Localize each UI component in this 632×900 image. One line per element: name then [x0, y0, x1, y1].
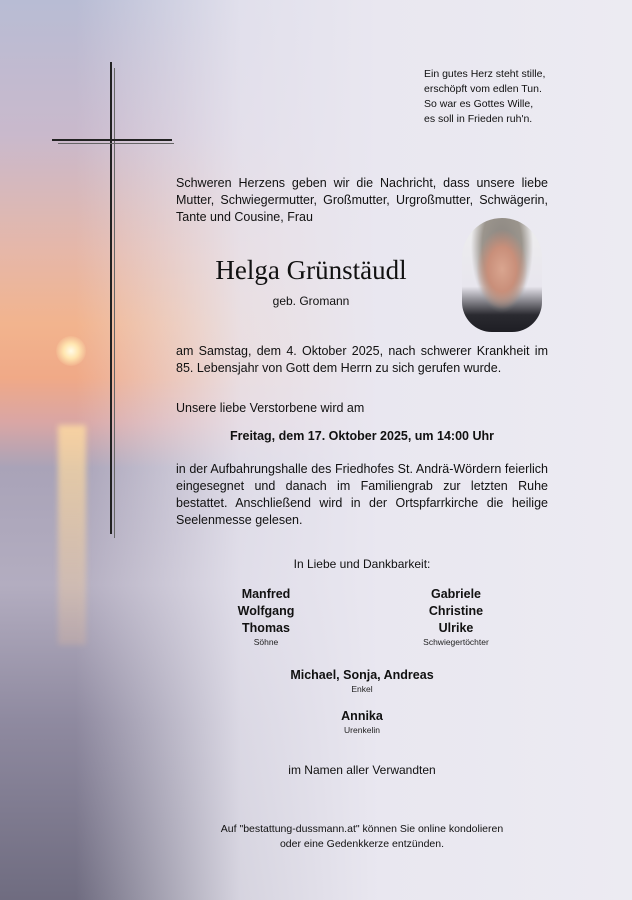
funeral-date: Freitag, dem 17. Oktober 2025, um 14:00 Uhr [230, 429, 494, 443]
great-grandchildren [262, 708, 462, 735]
daughters-in-law [396, 586, 516, 647]
relation-label: Enkel [351, 684, 373, 694]
verse-line: es soll in Frieden ruh'n. [424, 113, 533, 125]
family-name: Thomas [242, 621, 290, 635]
grandchildren [262, 667, 462, 694]
intro-text: Schweren Herzens geben wir die Nachricht, dass unsere liebe Mutter, Schwiegermutter, Großmutter, Urgroßmutter, Schwägerin, Tante und Cousine, Frau [176, 176, 548, 224]
relation-label: Söhne [253, 637, 279, 647]
family-name: Michael, Sonja, Andreas [290, 668, 434, 682]
funeral-text: in der Aufbahrungshalle des Friedhofes St. Andrä-Wördern feierlich eingesegnet und danach im Familiengrab zur letzten Ruhe bestattet. Anschließend wird in der Ortspfarrkirche die heilige Seelenmesse gelesen. [176, 462, 548, 527]
deceased-name: Helga Grünstäudl [215, 255, 407, 285]
family-name: Annika [341, 709, 383, 723]
deceased-photo [462, 218, 542, 332]
footer-line: Auf "bestattung-dussmann.at" können Sie online kondolieren [220, 823, 504, 835]
relation-label: Urenkelin [344, 725, 380, 735]
family-name: Ulrike [438, 621, 474, 635]
relatives-text: im Namen aller Verwandten [288, 763, 436, 777]
death-text: am Samstag, dem 4. Oktober 2025, nach schwerer Krankheit im 85. Lebensjahr von Gott dem Herrn zu sich gerufen wurde. [176, 344, 548, 375]
birth-name: geb. Gromann [272, 294, 350, 308]
verse-line: Ein gutes Herz steht stille, [424, 68, 546, 80]
footer-line: oder eine Gedenkkerze entzünden. [279, 838, 445, 850]
verse-line: So war es Gottes Wille, [424, 98, 534, 110]
family-name: Gabriele [430, 587, 482, 601]
thanks-text: In Liebe und Dankbarkeit: [293, 557, 431, 571]
family-name: Wolfgang [237, 604, 295, 618]
family-name: Manfred [241, 587, 291, 601]
sun-reflection [58, 425, 86, 645]
sunset-sun [56, 336, 86, 366]
funeral-intro: Unsere liebe Verstorbene wird am [176, 401, 365, 415]
verse [424, 67, 545, 127]
verse-line: erschöpft vom edlen Tun. [424, 83, 542, 95]
family-name: Christine [428, 604, 484, 618]
sons [216, 586, 316, 647]
footer [176, 822, 548, 852]
relation-label: Schwiegertöchter [423, 637, 489, 647]
